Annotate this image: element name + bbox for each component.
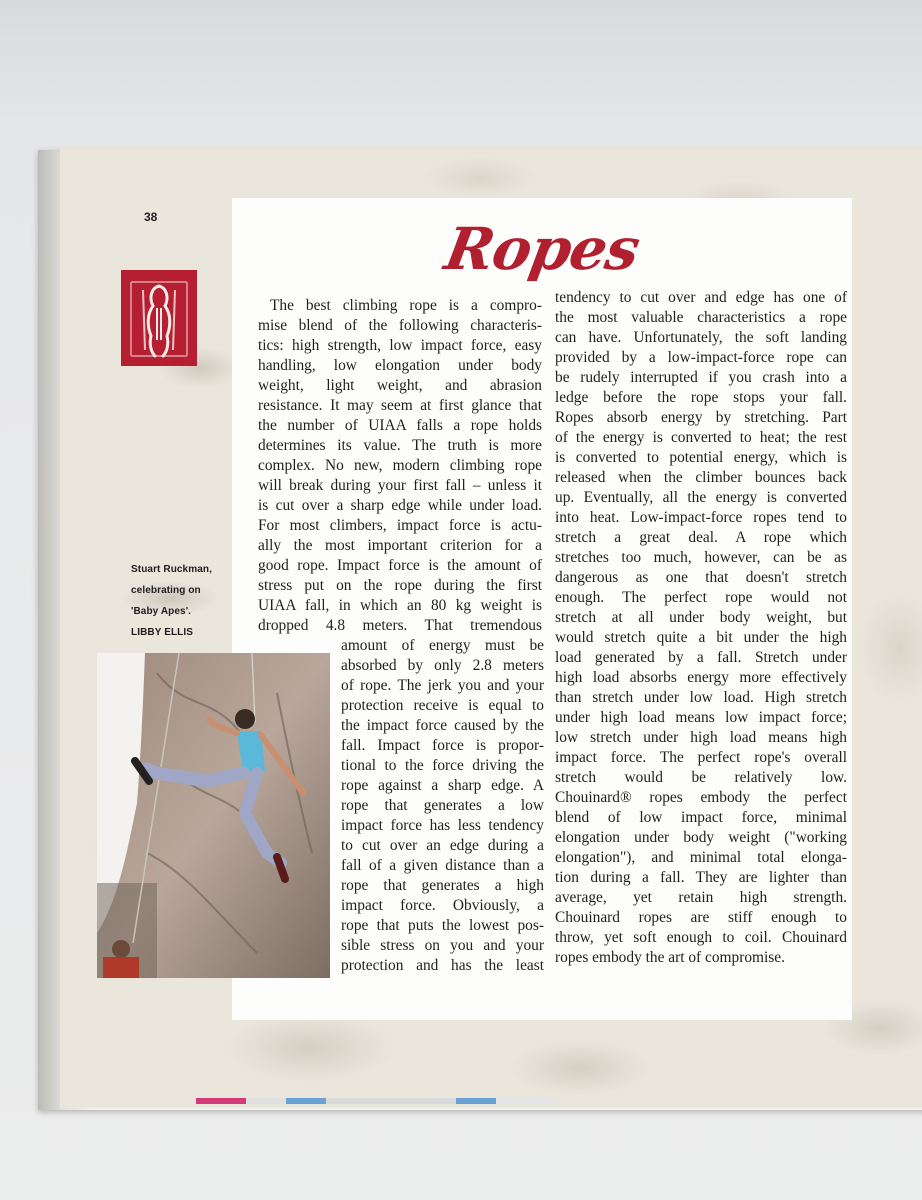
- text-line: than stretch under low load. High stretch: [555, 689, 847, 706]
- text-line: will break during your first fall – unless it: [258, 477, 542, 494]
- text-line: of rope. The jerk you and your: [341, 677, 544, 694]
- text-line: absorbed by only 2.8 meters: [341, 657, 544, 674]
- text-line: resistance. It may seem at first glance that: [258, 397, 542, 414]
- text-line: under high load means low impact force;: [555, 709, 847, 726]
- text-line: For most climbers, impact force is actu-: [258, 517, 542, 534]
- text-line: average, yet retain high strength.: [555, 889, 847, 906]
- text-line: be rudely interrupted if you crash into a: [555, 369, 847, 386]
- text-line: tion during a fall. They are lighter than: [555, 869, 847, 886]
- text-line: the most valuable characteristics a rope: [555, 309, 847, 326]
- text-line: blend of low impact force, minimal: [555, 809, 847, 826]
- text-line: fall. Impact force is propor-: [341, 737, 544, 754]
- text-line: high load absorbs energy more effectively: [555, 669, 847, 686]
- text-line: rope that puts the lowest pos-: [341, 917, 544, 934]
- text-line: ropes embody the art of compromise.: [555, 949, 785, 966]
- text-line: Ropes absorb energy by stretching. Part: [555, 409, 847, 426]
- page-number: 38: [144, 210, 158, 224]
- caption-line: LIBBY ELLIS: [131, 627, 194, 638]
- text-line: sible stress on you and your: [341, 937, 544, 954]
- article-column-2: [555, 288, 847, 968]
- next-page-edge-strip: [196, 1098, 556, 1104]
- text-line: elongation"), and minimal total elonga-: [555, 849, 847, 866]
- text-line: elongation under body weight ("working: [555, 829, 847, 846]
- text-line: The best climbing rope is a compro-: [270, 297, 542, 314]
- text-line: to cut over an edge during a: [341, 837, 544, 854]
- text-line: handling, low elongation under body: [258, 357, 542, 374]
- text-line: can have. Unfortunately, the soft landing: [555, 329, 847, 346]
- climber-photo-icon: [97, 653, 330, 978]
- text-line: load generated by a fall. Stretch under: [555, 649, 847, 666]
- text-line: the number of UIAA falls a rope holds: [258, 417, 542, 434]
- text-line: stretch would be relatively low.: [555, 769, 847, 786]
- text-line: protection receive is equal to: [341, 697, 544, 714]
- text-line: tendency to cut over and edge has one of: [555, 289, 847, 306]
- text-line: complex. No new, modern climbing rope: [258, 457, 542, 474]
- text-line: throw, yet soft enough to coil. Chouinard: [555, 929, 847, 946]
- caption-line: celebrating on: [131, 585, 201, 596]
- text-line: ally the most important criterion for a: [258, 537, 542, 554]
- text-line: into heat. Low-impact-force ropes tend to: [555, 509, 847, 526]
- text-line: enough. The perfect rope would not: [555, 589, 847, 606]
- article-column-1: [258, 296, 542, 636]
- text-line: stretch at all under body weight, but: [555, 609, 847, 626]
- text-line: released when the climber bounces back: [555, 469, 847, 486]
- text-line: impact force. The perfect rope's overall: [555, 749, 847, 766]
- text-line: tics: high strength, low impact force, easy: [258, 337, 542, 354]
- climber-glyph-icon: [121, 270, 197, 366]
- text-line: determines its value. The truth is more: [258, 437, 542, 454]
- text-line: fall of a given distance than a: [341, 857, 544, 874]
- text-line: would stretch quite a bit under the high: [555, 629, 847, 646]
- text-line: stretch a great deal. A rope which: [555, 529, 847, 546]
- text-line: is cut over a sharp edge while under load.: [258, 497, 542, 514]
- page-title: Ropes: [440, 215, 644, 283]
- text-line: good rope. Impact force is the amount of: [258, 557, 542, 574]
- text-line: rope that generates a high: [341, 877, 544, 894]
- climber-glyph-logo: [121, 270, 197, 366]
- text-line: rope against a sharp edge. A: [341, 777, 544, 794]
- text-line: stress put on the rope during the first: [258, 577, 542, 594]
- text-line: UIAA fall, in which an 80 kg weight is: [258, 597, 542, 614]
- text-line: Chouinard® ropes embody the perfect: [555, 789, 847, 806]
- text-line: stretches too much, however, can be as: [555, 549, 847, 566]
- photo-caption: [131, 559, 212, 643]
- climber-photo: [97, 653, 330, 978]
- text-line: amount of energy must be: [341, 637, 544, 654]
- caption-line: Stuart Ruckman,: [131, 564, 212, 575]
- text-line: rope that generates a low: [341, 797, 544, 814]
- caption-line: 'Baby Apes'.: [131, 606, 192, 617]
- text-line: provided by a low-impact-force rope can: [555, 349, 847, 366]
- text-line: impact force. Obviously, a: [341, 897, 544, 914]
- text-line: Chouinard ropes are stiff enough to: [555, 909, 847, 926]
- text-line: impact force has less tendency: [341, 817, 544, 834]
- article-column-1-continued: [341, 636, 544, 976]
- text-line: dangerous as one that doesn't stretch: [555, 569, 847, 586]
- text-line: tional to the force driving the: [341, 757, 544, 774]
- text-line: protection and has the least: [341, 957, 544, 974]
- text-line: ledge before the rope stops your fall.: [555, 389, 847, 406]
- text-line: up. Eventually, all the energy is converted: [555, 489, 847, 506]
- text-line: of the energy is converted to heat; the rest: [555, 429, 847, 446]
- text-line: low stretch under high load means high: [555, 729, 847, 746]
- text-line: the impact force caused by the: [341, 717, 544, 734]
- text-line: mise blend of the following characteris-: [258, 317, 542, 334]
- text-line: is converted to potential energy, which is: [555, 449, 847, 466]
- text-line: weight, light weight, and abrasion: [258, 377, 542, 394]
- text-line: dropped 4.8 meters. That tremendous: [258, 617, 542, 634]
